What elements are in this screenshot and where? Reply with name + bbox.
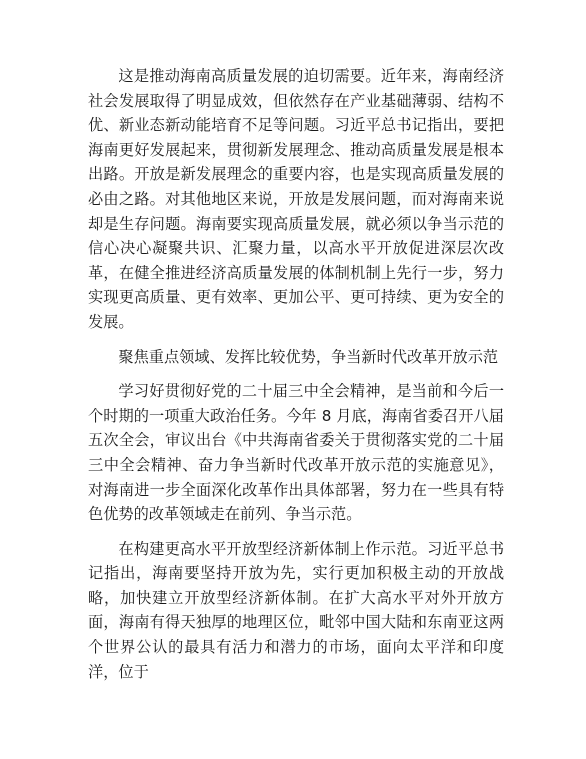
body-paragraph: 在构建更高水平开放型经济新体制上作示范。习近平总书记指出，海南要坚持开放为先，实行更加积极主动的开放战略，加快建立开放型经济新体制。在扩大高水平对外开放方面，海南有得天独厚的地理区位，毗邻中国大陆和东南亚这两个世界公认的最具有活力和潜力的市场，面向太平洋和印度洋，位于 xyxy=(88,539,504,681)
document-body xyxy=(88,64,504,684)
section-heading: 聚焦重点领域、发挥比较优势，争当新时代改革开放示范 xyxy=(118,347,499,366)
body-paragraph: 这是推动海南高质量发展的迫切需要。近年来，海南经济社会发展取得了明显成效，但依然存在产业基础薄弱、结构不优、新业态新动能培育不足等问题。习近平总书记指出，要把海南更好发展起来，贯彻新发展理念、推动高质量发展是根本出路。开放是新发展理念的重要内容，也是实现高质量发展的必由之路。对其他地区来说，开放是发展问题，而对海南来说却是生存问题。海南要实现高质量发展，就必须以争当示范的信心决心凝聚共识、汇聚力量，以高水平开放促进深层次改革，在健全推进经济高质量发展的体制机制上先行一步，努力实现更高质量、更有效率、更加公平、更可持续、更为安全的发展。 xyxy=(88,67,504,331)
body-paragraph: 学习好贯彻好党的二十届三中全会精神，是当前和今后一个时期的一项重大政治任务。今年 8 月底，海南省委召开八届五次全会，审议出台《中共海南省委关于贯彻落实党的二十届三中全会精神、奋力争当新时代改革开放示范的实施意见》，对海南进一步全面深化改革作出具体部署，努力在一些具有特色优势的改革领域走在前列、争当示范。 xyxy=(88,382,504,524)
